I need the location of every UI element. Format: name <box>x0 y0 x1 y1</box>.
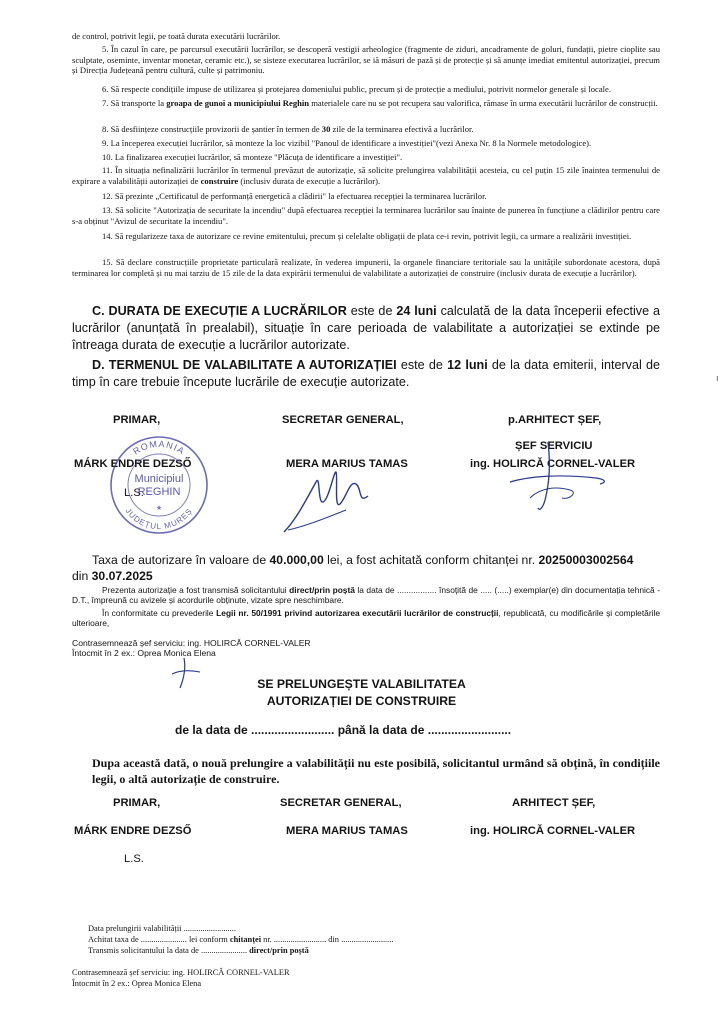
countersign-2-line-1: Contrasemnează șef serviciu: ing. HOLIRCĂ CORNEL-VALER <box>72 968 290 977</box>
svg-text:★: ★ <box>155 505 163 512</box>
condition-15: 15. Să declare construcțiile proprietate particulară realizate, în vederea impunerii, la organele financiare teritoriale sau la unitățile subordonate acestora, după terminarea lor completă și nu mai tarziu de 15 zile de la data expirării termenului de valabilitate a autorizației de construire (inclusiv durata de execuție a lucrărilor). <box>72 257 660 278</box>
tax-paragraph: Taxa de autorizare în valoare de 40.000,00 lei, a fost achitată conform chitanței nr. 20250003002564 <box>92 553 634 567</box>
footer-transmitted: Transmis solicitantului la data de ...................... direct/prin poștă <box>88 946 309 955</box>
secretar-name: MERA MARIUS TAMAS <box>286 458 408 470</box>
condition-4-tail: de control, potrivit legii, pe toată durata executării lucrărilor. <box>72 31 281 41</box>
primar-name-2: MÁRK ENDRE DEZSŐ <box>74 825 192 837</box>
condition-14: 14. Să regularizeze taxa de autorizare ce revine emitentului, precum și celelalte obligații de plata ce-i revin, potrivit legii, ca urmare a realizării investiției. <box>102 231 632 241</box>
section-c-duration: C. DURATA DE EXECUȚIE A LUCRĂRILOR este de 24 luni calculată de la data începerii efective a lucrărilor (anunțată în prealabil), situație în care perioada de valabilitate a autorizației se extinde pe întreaga durata de execuție a lucrărilor autorizate. <box>72 304 661 352</box>
condition-7: 7. Să transporte la groapa de gunoi a municipiului Reghin materialele care nu se pot recupera sau valorifica, rămase în urma executării lucrărilor de construcții. <box>102 98 658 108</box>
ls-label-1: L.S. <box>124 487 144 499</box>
countersign-2-line-2: Întocmit în 2 ex.: Oprea Monica Elena <box>72 979 202 988</box>
primar-name: MÁRK ENDRE DEZSŐ <box>74 458 192 470</box>
ls-label-2: L.S. <box>124 853 144 865</box>
arhitect-signature <box>500 438 620 518</box>
secretar-title-2: SECRETAR GENERAL, <box>280 797 402 809</box>
tax-date-line: din 30.07.2025 <box>72 569 153 583</box>
stamp-line-1: Municipiul <box>134 473 184 485</box>
stamp-line-2: REGHIN <box>137 486 181 498</box>
primar-title: PRIMAR, <box>113 414 161 426</box>
primar-title-2: PRIMAR, <box>113 797 161 809</box>
official-stamp <box>107 433 211 537</box>
condition-13: 13. Să solicite "Autorizația de securitate la incendiu" după efectuarea recepției la terminarea lucrărilor sau înainte de punerea în funcțiune a clădirilor pentru care s-a obținut "Avizul de securitate la incendiu". <box>72 205 660 226</box>
secretar-name-2: MERA MARIUS TAMAS <box>286 825 408 837</box>
stamp-top-text: ROMANIA <box>131 438 187 457</box>
footer-extension-date: Data prelungirii valabilității ......................... <box>88 924 236 933</box>
arhitect-title: p.ARHITECT ȘEF, <box>508 414 602 426</box>
arhitect-title-2: ARHITECT ȘEF, <box>512 797 596 809</box>
secretar-signature <box>276 460 376 540</box>
extension-dates: de la data de ......................... până la data de ......................... <box>175 723 512 737</box>
countersign-1-line-2: Întocmit în 2 ex.: Oprea Monica Elena <box>72 648 216 658</box>
sef-serviciu-title: ȘEF SERVICIU <box>515 440 593 452</box>
arhitect-name-2: ing. HOLIRCĂ CORNEL-VALER <box>470 825 636 837</box>
condition-10: 10. La finalizarea execuției lucrărilor, să monteze "Plăcuța de identificare a investiției". <box>102 152 403 162</box>
footer-tax-paid: Achitat taxa de ...................... lei conform chitanței nr. ......................... din ......................... <box>88 935 394 944</box>
condition-9: 9. La începerea execuției lucrărilor, să monteze la loc vizibil "Panoul de identificare a investiției"(vezi Anexa Nr. 8 la Normele metodologice). <box>102 138 592 148</box>
arhitect-name: ing. HOLIRCĂ CORNEL-VALER <box>470 458 636 470</box>
section-d-validity: D. TERMENUL DE VALABILITATE A AUTORIZAȚIEI este de 12 luni de la data emiterii, interval de timp în care trebuie începute lucrările de execuție autorizate. <box>72 358 660 389</box>
condition-8: 8. Să desființeze construcțiile provizorii de șantier în termen de 30 zile de la terminarea efectivă a lucrărilor. <box>102 124 474 134</box>
condition-11: 11. În situația nefinalizării lucrărilor în termenul prevăzut de autorizație, să solicite prelungirea valabilității acesteia, cu cel puțin 15 zile înaintea termenului de expirare a valabilității autorizației de construire (inclusiv durata de execuție a lucrărilor). <box>72 165 660 186</box>
extension-note: Dupa această dată, o nouă prelungire a valabilității nu este posibilă, solicitantul urmând să obțină, în condițiile legii, o altă autorizație de construire. <box>92 756 660 786</box>
transmission-paragraph: Prezenta autorizație a fost transmisă solicitantului direct/prin poștă la data de ................. însoțită de ..... (.....) exemplar(e) din documentația tehnică - D.T., împreună cu avizele și acordurile obținute, vizate spre neschimbare. <box>72 585 660 606</box>
extension-title-1: SE PRELUNGEȘTE VALABILITATEA <box>257 677 466 691</box>
condition-12: 12. Să prezinte „Certificatul de performanță energetică a clădirii" la efectuarea recepției la terminarea lucrărilor. <box>102 191 487 201</box>
stamp-bottom-text: JUDEȚUL MUREȘ <box>123 506 195 532</box>
margin-mark: ı <box>716 373 719 383</box>
countersign-1-line-1: Contrasemnează șef serviciu: ing. HOLIRCĂ CORNEL-VALER <box>72 638 311 648</box>
condition-5: 5. În cazul în care, pe parcursul executării lucrărilor, se descoperă vestigii arheologice (fragmente de ziduri, ancadramente de goluri, fundații, pietre cioplite sau sculptate, oseminte, inventar monetar, ceramic etc.), se sisteze executarea lucrărilor, se iă măsuri de pază și de protecție și să anunțe imediat emitentul autorizației, precum și Direcția Județeană pentru cultură, culte și patrimoniu. <box>72 44 660 76</box>
law-paragraph: În conformitate cu prevederile Legii nr. 50/1991 privind autorizarea executării lucrărilor de construcții, republicată, cu modificările și completările ulterioare, <box>72 608 660 629</box>
condition-6: 6. Să respecte condițiile impuse de utilizarea și protejarea domeniului public, precum și de protecție a mediului, potrivit normelor generale și locale. <box>102 84 612 94</box>
secretar-title: SECRETAR GENERAL, <box>282 414 404 426</box>
extension-title-2: AUTORIZAȚIEI DE CONSTRUIRE <box>266 694 457 708</box>
